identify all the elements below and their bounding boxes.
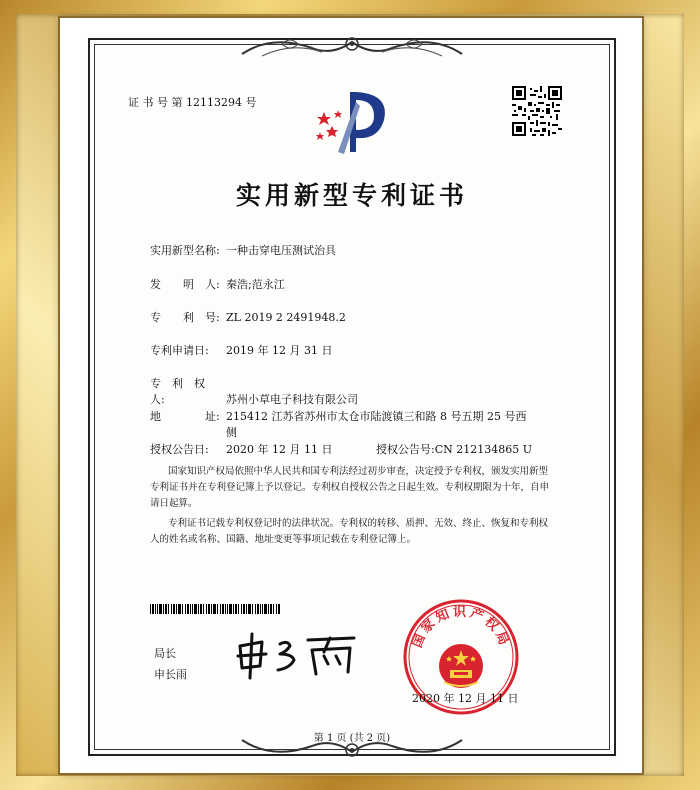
field-label: 发 明 人:	[150, 278, 220, 291]
barcode-icon	[150, 604, 280, 614]
grant-date-value: 2020 年 12 月 11 日	[226, 443, 333, 456]
seal-date: 2020 年 12 月 11 日	[412, 692, 519, 705]
field-value: 侧	[226, 426, 237, 439]
field-label: 专利申请日:	[150, 344, 209, 357]
svg-text:国家知识产权局: 国家知识产权局	[409, 604, 513, 651]
paragraph-grant: 国家知识产权局依照中华人民共和国专利法经过初步审查，决定授予专利权，颁发实用新型专利证书并在专利登记簿上予以登记。专利权自授权公告之日起生效。专利权期限为十年，自申请日起算。	[150, 466, 550, 509]
field-row	[150, 375, 358, 407]
certificate-title: 实用新型专利证书	[235, 181, 468, 210]
patent-office-logo-icon	[312, 82, 392, 162]
field-value: 秦浩;范永江	[226, 278, 285, 291]
field-label: 专 利 权 人:	[150, 377, 216, 406]
field-value: 215412 江苏省苏州市太仓市陆渡镇三和路 8 号五期 25 号西	[226, 410, 527, 423]
field-label: 专 利 号:	[150, 311, 220, 324]
field-row	[150, 408, 526, 424]
grant-row	[150, 441, 532, 457]
field-row	[150, 276, 285, 292]
field-row	[150, 424, 237, 440]
handwritten-signature-icon	[232, 628, 362, 680]
field-value: 2019 年 12 月 31 日	[226, 344, 333, 357]
field-value: 苏州小草电子科技有限公司	[226, 393, 358, 406]
qr-code-icon	[512, 86, 562, 136]
field-row	[150, 342, 332, 358]
paragraph-legal-status: 专利证书记载专利权登记时的法律状况。专利权的转移、质押、无效、终止、恢复和专利权人的姓名或名称、国籍、地址变更等事项记载在专利登记簿上。	[150, 518, 549, 545]
grant-date-label: 授权公告日:	[150, 443, 209, 456]
signatory-name: 申长雨	[154, 668, 187, 681]
field-value: ZL 2019 2 2491948.2	[226, 311, 346, 324]
field-value: 一种击穿电压测试治具	[226, 244, 336, 257]
top-ornament-icon	[232, 34, 472, 60]
field-label: 地 址:	[150, 410, 220, 423]
signatory-title: 局长	[154, 647, 176, 660]
grant-number-label: 授权公告号:	[376, 443, 435, 456]
field-label: 实用新型名称:	[150, 244, 220, 257]
certificate-paper	[82, 32, 622, 762]
grant-number-value: CN 212134865 U	[434, 443, 533, 456]
field-row	[150, 309, 346, 325]
page-number: 第 1 页 (共 2 页)	[313, 733, 391, 744]
certificate-number: 证 书 号 第 12113294 号	[128, 96, 257, 109]
field-row	[150, 242, 336, 258]
